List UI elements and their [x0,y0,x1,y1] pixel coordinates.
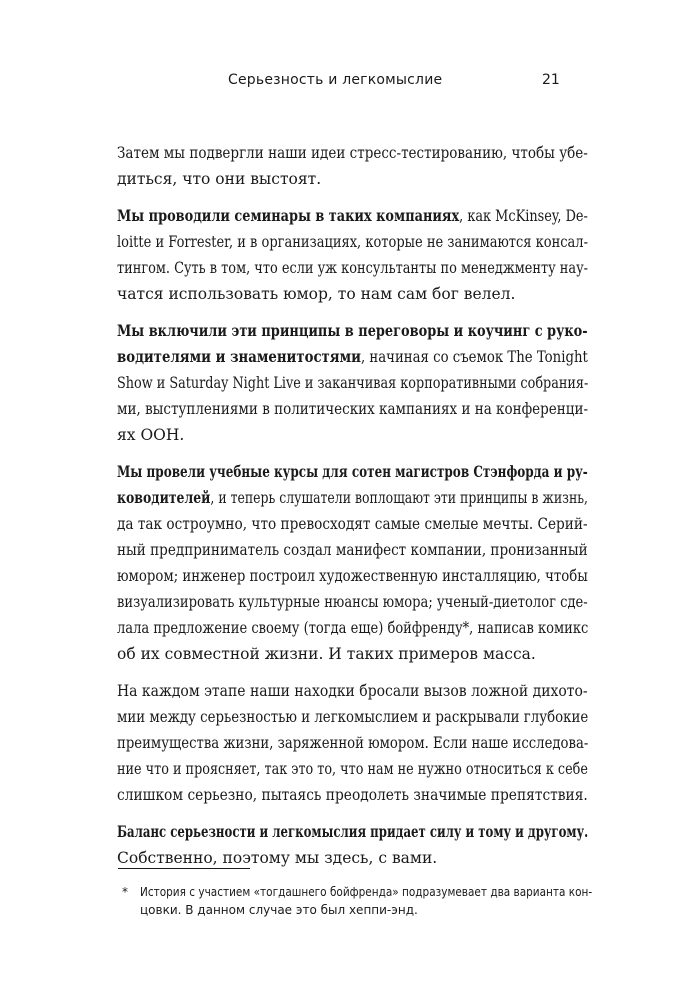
text-line: ми, выступлениями в политических кампаниях и на конференци- [117,400,589,418]
running-head: Серьезность и легкомыслие [228,72,443,88]
text-line: Show и Saturday Night Live и заканчивая корпоративными собрания- [117,374,589,392]
footnote-rule [118,868,250,869]
text-line: На каждом этапе наши находки бросали вызов ложной дихото- [117,682,588,700]
text-line [117,485,588,511]
text-run: , начиная со съемок The Tonight [360,348,588,366]
text-line: Мы включили эти принципы в переговоры и коучинг с руко- [117,321,588,340]
text-line [117,344,588,370]
text-line [117,203,588,229]
text-line: Мы провели учебные курсы для сотен магистров Стэнфорда и ру- [117,462,588,481]
text-line: Баланс серьезности и легкомыслия придает силу и тому и другому. [117,822,589,841]
page-number: 21 [542,72,560,88]
text-line: юмором; инженер построил художественную инсталляцию, чтобы [117,567,588,585]
text-line: об их совместной жизни. И таких примеров масса. [117,645,536,663]
footnote-marker: * [122,885,128,899]
text-run: , и теперь слушатели воплощают эти принципы в жизнь, [210,489,589,507]
bold-lead: ководителей [117,488,211,507]
text-line: ный предприниматель создал манифест компании, пронизанный [117,541,588,559]
bold-lead: Мы проводили семинары в таких компаниях [117,206,460,225]
bold-lead: водителями и знаменитостями [117,347,361,366]
text-line: диться, что они выстоят. [117,170,322,188]
text-line: да так остроумно, что превосходят самые смелые мечты. Серий- [117,515,588,533]
text-line: слишком серьезно, пытаясь преодолеть значимые препятствия. [117,786,588,804]
text-line: loitte и Forrester, и в организациях, которые не занимаются консал- [117,233,588,251]
text-line: визуализировать культурные нюансы юмора; ученый-диетолог сде- [117,593,588,611]
text-line: лала предложение своему (тогда еще) бойфренду*, написав комикс [117,619,589,637]
text-line: Затем мы подвергли наши идеи стресс-тестированию, чтобы убе- [117,144,588,162]
text-line: тингом. Суть в том, что если уж консультанты по менеджменту нау- [117,259,589,277]
footnote-line: История с участием «тогдашнего бойфренда» подразумевает два варианта кон- [140,885,593,899]
text-line: преимущества жизни, заряженной юмором. Если наше исследова- [117,734,589,752]
text-run: , как McKinsey, De- [459,207,588,225]
text-line: ях ООН. [117,426,185,444]
text-line: Собственно, поэтому мы здесь, с вами. [117,849,438,867]
text-line: ние что и проясняет, так это то, что нам не нужно относиться к себе [117,760,588,778]
text-line: мии между серьезностью и легкомыслием и раскрывали глубокие [117,708,589,726]
text-line: чатся использовать юмор, то нам сам бог велел. [117,285,516,303]
footnote-line: цовки. В данном случае это был хеппи-энд. [140,903,418,917]
